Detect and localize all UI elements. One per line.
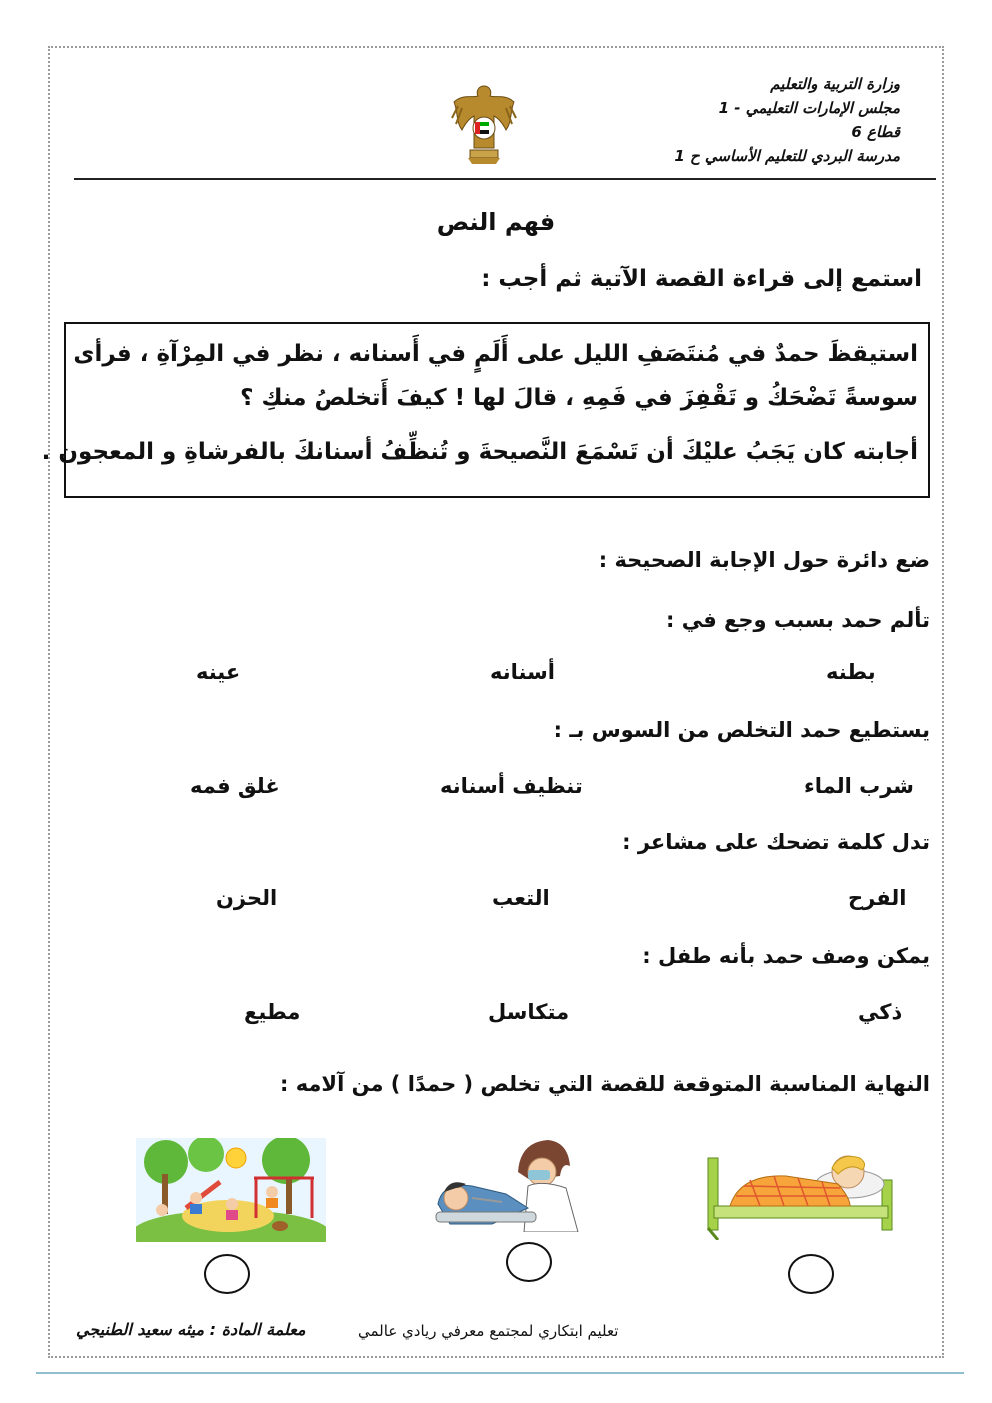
q4-option-1[interactable]: ذكي bbox=[858, 1000, 903, 1024]
uae-emblem-icon bbox=[448, 78, 520, 168]
header-ministry: وزارة التربية والتعليم bbox=[770, 75, 900, 93]
ministry-header bbox=[560, 72, 900, 168]
dentist-picture[interactable] bbox=[432, 1132, 592, 1232]
q1-option-2[interactable]: أسنانه bbox=[490, 660, 555, 684]
question-2: يستطيع حمد التخلص من السوس بـ : bbox=[553, 718, 930, 742]
q3-option-2[interactable]: التعب bbox=[492, 886, 550, 910]
q3-option-1[interactable]: الفرح bbox=[848, 886, 907, 910]
instruction-text: استمع إلى قراءة القصة الآتية ثم أجب : bbox=[481, 266, 922, 292]
answer-circle-1[interactable] bbox=[788, 1254, 834, 1294]
footer-teacher: معلمة المادة : ميثه سعيد الطنيجي bbox=[76, 1320, 306, 1339]
answer-circle-2[interactable] bbox=[506, 1242, 552, 1282]
q1-option-1[interactable]: بطنه bbox=[826, 660, 876, 684]
q3-option-3[interactable]: الحزن bbox=[216, 886, 278, 910]
header-school: مدرسة البردي للتعليم الأساسي ح 1 bbox=[674, 147, 900, 165]
story-line-3: أجابته كان يَجَبُ عليْكَ أن تَسْمَعَ النَّصيحةَ و تُنظِّفُ أسنانكَ بالفرشاةِ و المعجون . bbox=[41, 439, 918, 465]
sleeping-child-picture[interactable] bbox=[700, 1140, 900, 1240]
page-title: فهم النص bbox=[436, 208, 556, 236]
q2-option-2[interactable]: تنظيف أسنانه bbox=[440, 774, 583, 798]
answer-circle-3[interactable] bbox=[204, 1254, 250, 1294]
q4-option-2[interactable]: متكاسل bbox=[488, 1000, 570, 1024]
header-council: مجلس الإمارات التعليمي - 1 bbox=[718, 99, 900, 117]
story-line-1: استيقظَ حمدٌ في مُنتَصَفِ الليل على أَلَمٍ في أَسنانه ، نظر في المِرْآةِ ، فرأى bbox=[73, 341, 918, 367]
task-instruction: ضع دائرة حول الإجابة الصحيحة : bbox=[598, 548, 930, 572]
footer-divider bbox=[36, 1372, 964, 1374]
story-line-2: سوسةً تَضْحَكُ و تَقْفِزَ في فَمِهِ ، قالَ لها ! كيفَ أَتخلصُ منكِ ؟ bbox=[240, 385, 918, 411]
q1-option-3[interactable]: عينه bbox=[196, 660, 241, 684]
story-box bbox=[41, 322, 930, 498]
question-4: يمكن وصف حمد بأنه طفل : bbox=[642, 944, 930, 968]
q2-option-1[interactable]: شرب الماء bbox=[804, 774, 914, 798]
q4-option-3[interactable]: مطيع bbox=[244, 1000, 301, 1024]
footer-motto: تعليم ابتكاري لمجتمع معرفي ريادي عالمي bbox=[358, 1322, 619, 1340]
header-divider bbox=[74, 178, 936, 180]
header-sector: قطاع 6 bbox=[851, 123, 900, 141]
question-3: تدل كلمة تضحك على مشاعر : bbox=[622, 830, 930, 854]
question-1: تألم حمد بسبب وجع في : bbox=[665, 608, 930, 632]
ending-question: النهاية المناسبة المتوقعة للقصة التي تخلص ( حمدًا ) من آلامه : bbox=[279, 1072, 930, 1096]
q2-option-3[interactable]: غلق فمه bbox=[190, 774, 280, 798]
playground-picture[interactable] bbox=[136, 1138, 326, 1242]
